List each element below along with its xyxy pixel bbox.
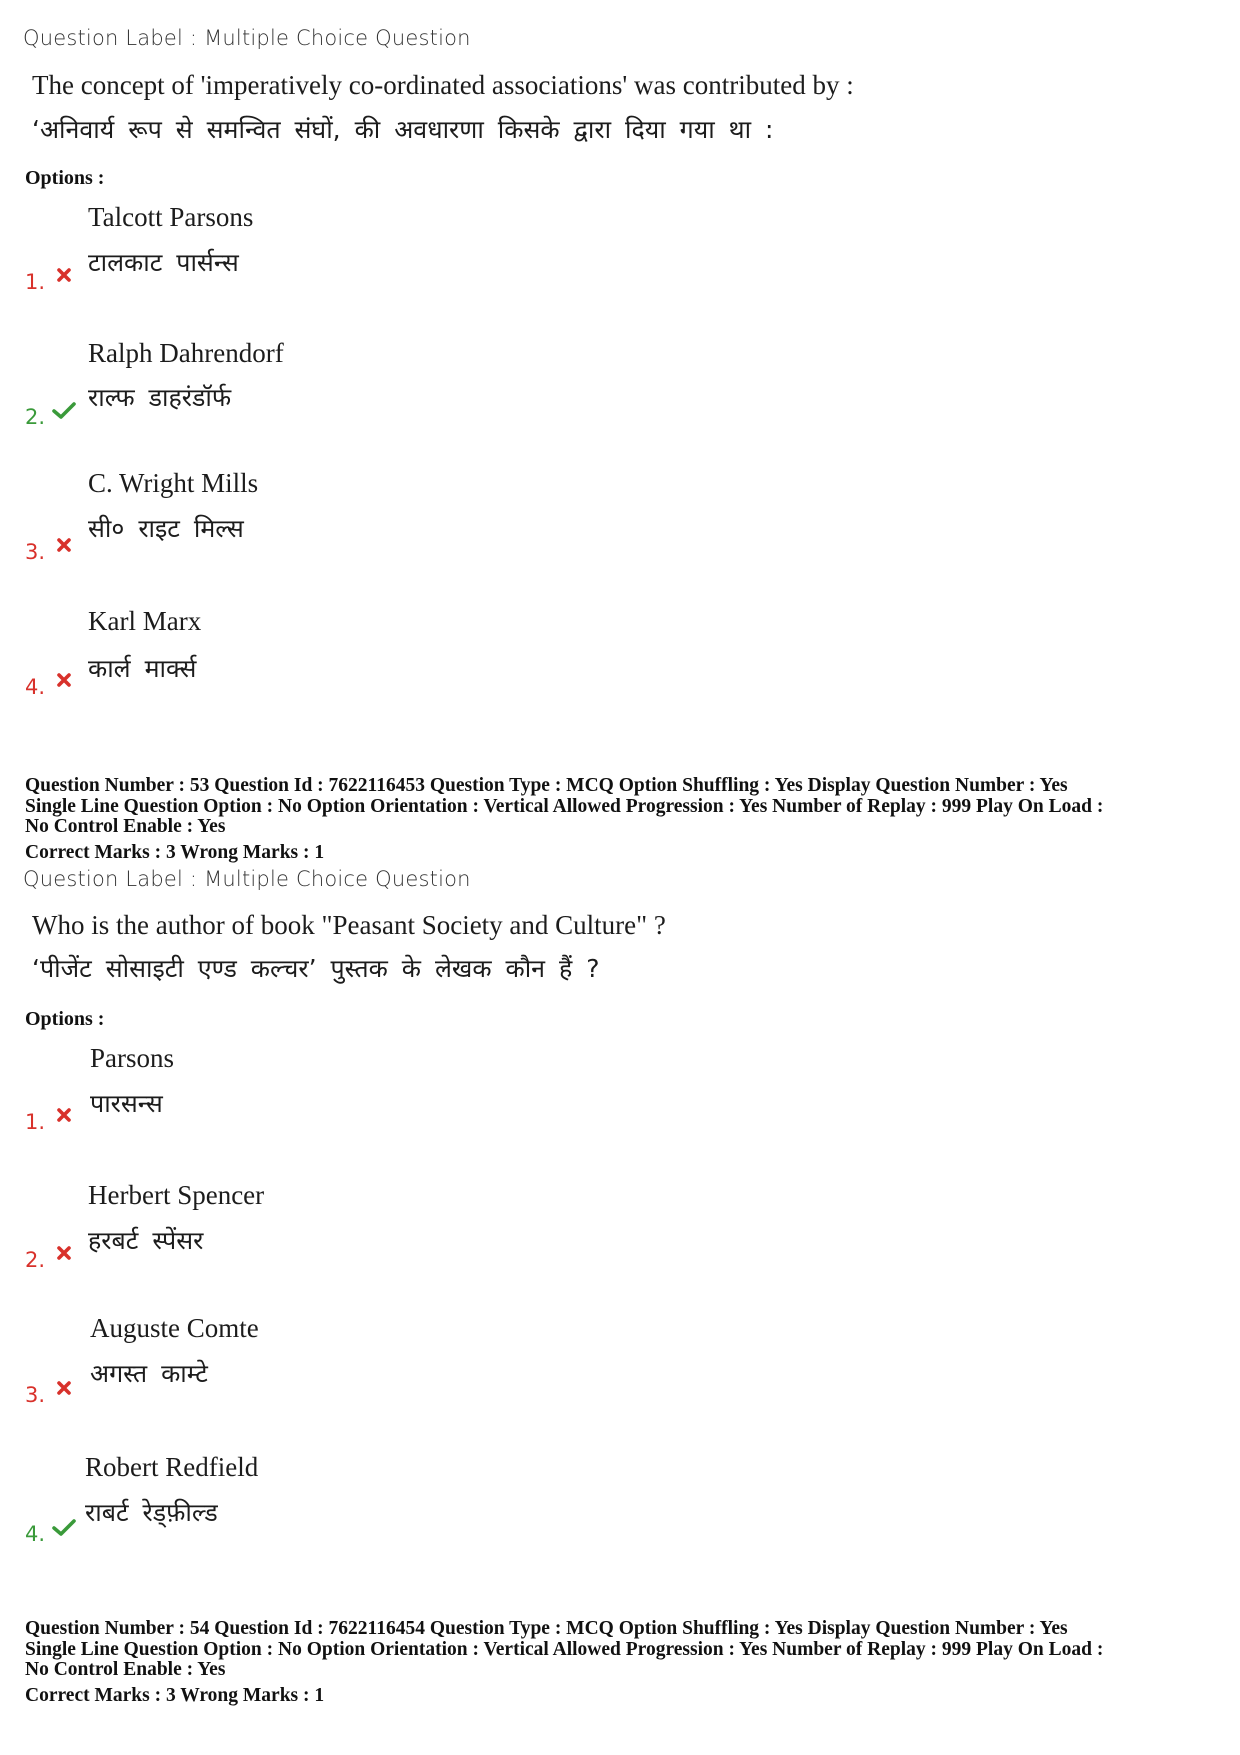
- option-1-number: 1.: [25, 270, 46, 294]
- option-2-number: 2.: [25, 405, 46, 429]
- question-label: Question Label : Multiple Choice Question: [23, 26, 471, 50]
- option-1-text-en: Parsons: [90, 1043, 175, 1073]
- check-icon: [52, 402, 76, 420]
- option-1-text-en: Talcott Parsons: [88, 202, 254, 232]
- question-text-hi: ‘अनिवार्य रूप से समन्वित संघों, की अवधारणा किसके द्वारा दिया गया था :: [32, 115, 774, 144]
- option-1-text-hi: पारसन्स: [90, 1089, 163, 1118]
- question-text-en: Who is the author of book "Peasant Society and Culture" ?: [32, 910, 666, 940]
- meta-line: Question Number : 54 Question Id : 7622116454 Question Type : MCQ Option Shuffling : Yes Display Question Number : Yes: [25, 1618, 1068, 1639]
- question-meta: [25, 776, 1225, 838]
- option-2-text-en: Ralph Dahrendorf: [88, 338, 284, 368]
- option-4-text-hi: राबर्ट रेड्फ़ील्ड: [85, 1498, 218, 1527]
- option-2-text-hi: राल्फ डाहरंडॉर्फ: [88, 383, 232, 412]
- meta-line: No Control Enable : Yes: [25, 816, 226, 837]
- option-4-number: 4.: [25, 1522, 46, 1546]
- option-3-number: 3.: [25, 1383, 46, 1407]
- question-text-en: The concept of 'imperatively co-ordinated associations' was contributed by :: [32, 70, 854, 100]
- option-4-text-en: Karl Marx: [88, 606, 202, 636]
- option-2-number: 2.: [25, 1248, 46, 1272]
- option-2-text-en: Herbert Spencer: [88, 1180, 265, 1210]
- meta-line: No Control Enable : Yes: [25, 1659, 226, 1680]
- question-text-hi: ‘पीजेंट सोसाइटी एण्ड कल्चर’ पुस्तक के लेखक कौन हैं ?: [32, 954, 600, 983]
- option-4-text-en: Robert Redfield: [85, 1452, 259, 1482]
- cross-icon: [57, 538, 71, 552]
- question-marks: Correct Marks : 3 Wrong Marks : 1: [25, 842, 325, 863]
- question-marks: Correct Marks : 3 Wrong Marks : 1: [25, 1685, 325, 1706]
- options-heading: Options :: [25, 1008, 105, 1030]
- option-1-text-hi: टालकाट पार्सन्स: [88, 248, 239, 277]
- cross-icon: [57, 1381, 71, 1395]
- option-3-number: 3.: [25, 540, 46, 564]
- option-1-number: 1.: [25, 1110, 46, 1134]
- question-label: Question Label : Multiple Choice Question: [23, 867, 471, 891]
- cross-icon: [57, 673, 71, 687]
- question-meta: [25, 1619, 1225, 1681]
- meta-line: Question Number : 53 Question Id : 7622116453 Question Type : MCQ Option Shuffling : Yes Display Question Number : Yes: [25, 775, 1068, 796]
- meta-line: Single Line Question Option : No Option Orientation : Vertical Allowed Progression : Yes Number of Replay : 999 Play On Load :: [25, 1638, 1104, 1660]
- option-4-text-hi: कार्ल मार्क्स: [88, 654, 197, 683]
- meta-line: Single Line Question Option : No Option Orientation : Vertical Allowed Progression : Yes Number of Replay : 999 Play On Load :: [25, 795, 1104, 817]
- cross-icon: [57, 1108, 71, 1122]
- option-3-text-hi: सी० राइट मिल्स: [88, 514, 244, 543]
- option-2-text-hi: हरबर्ट स्पेंसर: [88, 1226, 204, 1255]
- check-icon: [52, 1519, 76, 1537]
- option-4-number: 4.: [25, 675, 46, 699]
- cross-icon: [57, 1246, 71, 1260]
- option-3-text-en: Auguste Comte: [90, 1313, 259, 1343]
- options-heading: Options :: [25, 167, 105, 189]
- option-3-text-hi: अगस्त काम्टे: [90, 1359, 208, 1388]
- option-3-text-en: C. Wright Mills: [88, 468, 259, 498]
- cross-icon: [57, 268, 71, 282]
